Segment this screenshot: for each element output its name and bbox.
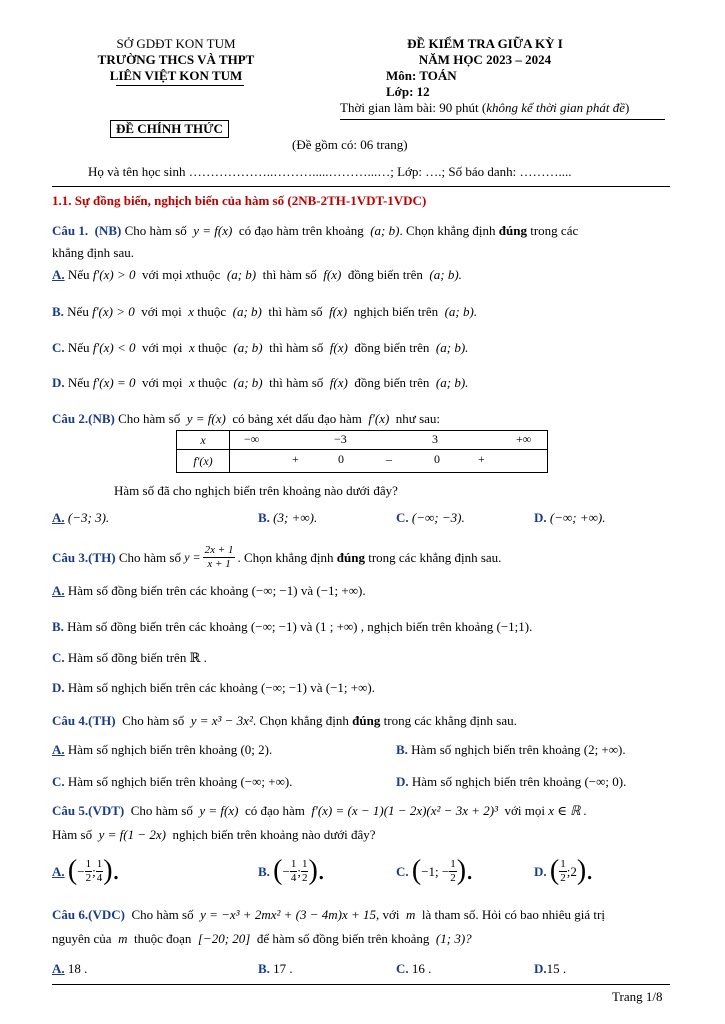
fraction-denominator: 4 — [96, 871, 103, 884]
option-condition: f′(x) > 0 — [92, 304, 135, 319]
option-text: Hàm số đồng biến trên các khoảng (−∞; −1) và (1 ; +∞) , nghịch biến trên khoảng (−1;1). — [67, 619, 533, 634]
option-interval: (a; b) — [226, 267, 257, 282]
option-letter: A. — [52, 583, 65, 598]
question-5-text-2: có đạo hàm — [244, 803, 305, 818]
question-3-emphasis: đúng — [336, 550, 365, 565]
sign-value: + — [478, 452, 485, 466]
fraction — [301, 858, 309, 885]
fraction-numerator: 1 — [85, 857, 92, 870]
question-5-text-4: Hàm số — [52, 827, 93, 842]
sign-value: 0 — [338, 452, 344, 466]
question-1-stem-line-2: khẳng định sau. — [52, 245, 134, 260]
sign-table-header-derivative: f′(x) — [177, 450, 230, 473]
option-interval: (a; b). — [429, 267, 462, 282]
question-2-derivative: f′(x) — [368, 411, 390, 426]
option-func: f(x) — [323, 267, 342, 282]
header-left-underline — [116, 85, 244, 86]
option-func: f(x) — [329, 375, 348, 390]
question-6-level: (VDC) — [88, 907, 125, 922]
question-6-segment: [−20; 20] — [197, 931, 251, 946]
question-6-interval: (1; 3)? — [435, 931, 472, 946]
question-1-text-3: . Chọn khẳng định — [399, 223, 496, 238]
question-3-text-3: trong các khẳng định sau. — [368, 550, 502, 565]
option-text: (−∞; −3). — [411, 510, 465, 525]
fraction — [85, 858, 93, 885]
option-text: đồng biến trên — [354, 375, 430, 390]
question-5-text-5: nghịch biến trên khoảng nào dưới đây? — [172, 827, 376, 842]
option-text: Hàm số đồng biến trên các khoảng (−∞; −1) và (−1; +∞). — [67, 583, 366, 598]
option-text: với mọi — [141, 340, 183, 355]
question-2-option-c[interactable] — [396, 509, 465, 526]
question-6-option-d[interactable] — [534, 960, 566, 977]
sign-value: 0 — [434, 452, 440, 466]
question-3-option-a[interactable] — [52, 582, 366, 599]
exam-time-close: ) — [624, 100, 630, 115]
fraction-denominator: 4 — [290, 871, 297, 884]
sign-table-row-x — [177, 431, 548, 450]
fraction-denominator: 2 — [85, 871, 92, 884]
question-6-text-2: , với — [376, 907, 400, 922]
question-5-composite: y = f(1 − 2x) — [98, 827, 166, 842]
option-text: thuộc — [191, 267, 221, 282]
option-interval: (a; b) — [232, 304, 262, 319]
header-left-line-1: SỞ GDĐT KON TUM — [116, 36, 236, 51]
option-text: Hàm số đồng biến trên ℝ . — [67, 650, 207, 665]
question-5-text-3: với mọi — [504, 803, 545, 818]
footer-divider — [52, 984, 670, 985]
option-text: (−∞; +∞). — [549, 510, 606, 525]
question-3-level: (TH) — [88, 550, 116, 565]
question-6-option-a[interactable] — [52, 960, 87, 977]
option-text: thuộc — [197, 304, 227, 319]
option-letter: A. — [52, 267, 65, 282]
option-var: x — [188, 304, 194, 319]
question-6-parameter: m — [118, 931, 128, 946]
option-letter: B. — [396, 742, 408, 757]
fraction — [449, 858, 457, 885]
question-6-text-4: nguyên của — [52, 931, 112, 946]
option-value: ;2 — [566, 863, 577, 879]
option-interval: (a; b). — [435, 375, 469, 390]
option-func: f(x) — [329, 304, 348, 319]
header-left-line-2: TRƯỜNG THCS VÀ THPT — [97, 52, 255, 67]
question-1-option-c[interactable]: C. Nếu f′(x) < 0 với mọi x thuộc (a; b) thì hàm số f(x) đồng biến trên (a; b). — [52, 340, 469, 355]
fraction-denominator: 2 — [301, 871, 308, 884]
sign-table-x-values — [230, 431, 548, 450]
question-1-text: Cho hàm số — [124, 223, 187, 238]
fraction — [290, 858, 298, 885]
sign-value: – — [386, 452, 392, 466]
option-letter: C. — [52, 774, 65, 789]
option-text: thuộc — [197, 340, 227, 355]
x-value: 3 — [432, 432, 438, 446]
fraction — [96, 858, 104, 885]
option-text: Hàm số nghịch biến trên khoảng (−∞; 0). — [411, 774, 627, 789]
option-text: 17 . — [273, 961, 293, 976]
question-5-level: (VDT) — [88, 803, 125, 818]
question-1-text-2: có đạo hàm trên khoảng — [238, 223, 364, 238]
question-1-function: y = f(x) — [193, 223, 233, 238]
option-var: x — [185, 267, 192, 282]
question-5-option-a[interactable]: A. ( − $\frac{1}{2}$ ; $\frac{1}{4}$ ). — [52, 855, 120, 886]
exam-time — [340, 100, 629, 116]
x-value: +∞ — [516, 432, 532, 446]
option-text: Hàm số nghịch biến trên khoảng (0; 2). — [67, 742, 273, 757]
option-letter: A. — [52, 961, 65, 976]
question-4-label: Câu 4. — [52, 713, 89, 728]
question-5-text: Cho hàm số — [130, 803, 193, 818]
paren-open: ( — [411, 855, 422, 886]
question-6-option-b[interactable] — [258, 960, 293, 977]
option-letter: B. — [52, 619, 64, 634]
question-5-label: Câu 5. — [52, 803, 89, 818]
question-1-stem — [52, 222, 578, 239]
question-6-stem — [52, 906, 605, 923]
question-6-label: Câu 6. — [52, 907, 89, 922]
question-2-text-2: có bảng xét dấu đạo hàm — [232, 411, 362, 426]
option-condition: f′(x) = 0 — [92, 375, 136, 390]
paren-close: ). — [456, 855, 474, 886]
option-letter: B. — [258, 510, 270, 525]
option-var: x — [188, 340, 195, 355]
option-letter: C. — [396, 510, 409, 525]
option-letter: A. — [52, 510, 65, 525]
question-2-option-a[interactable] — [52, 509, 109, 526]
exam-title — [382, 36, 588, 68]
option-letter: D. — [534, 961, 547, 976]
question-4-text: Cho hàm số — [122, 713, 185, 728]
fraction-numerator: 2x + 1 — [204, 544, 234, 556]
fraction-numerator: 1 — [560, 857, 566, 870]
paren-open: ( — [67, 855, 78, 886]
question-5-option-c[interactable] — [396, 856, 473, 886]
question-6-text: Cho hàm số — [131, 907, 194, 922]
fraction-denominator: 2 — [450, 871, 456, 884]
option-letter: D. — [52, 680, 65, 695]
question-6-text-3: là tham số. Hỏi có bao nhiêu giá trị — [421, 907, 605, 922]
question-1-label: Câu 1. — [52, 223, 89, 238]
option-condition: f′(x) < 0 — [92, 340, 136, 355]
option-letter: C. — [52, 650, 65, 665]
school-department — [60, 36, 292, 84]
exam-subject: Môn: TOÁN — [386, 68, 457, 83]
option-func: f(x) — [329, 340, 348, 355]
option-text: đồng biến trên — [354, 340, 430, 355]
paren-close: ). — [103, 855, 120, 886]
option-text: Hàm số nghịch biến trên khoảng (2; +∞). — [411, 742, 626, 757]
header-left-line-3: LIÊN VIỆT KON TUM — [109, 68, 243, 83]
header-divider — [52, 186, 670, 187]
fraction-numerator: 1 — [450, 857, 456, 870]
option-text: (−3; 3). — [67, 510, 110, 525]
question-6-text-6: để hàm số đồng biến trên khoảng — [256, 931, 430, 946]
fraction-numerator: 1 — [96, 857, 103, 870]
option-text: Hàm số nghịch biến trên các khoảng (−∞; −1) và (−1; +∞). — [67, 680, 375, 695]
option-text: 16 . — [411, 961, 432, 976]
question-3-text-2: . Chọn khẳng định — [237, 550, 334, 565]
paren-close: ). — [308, 855, 325, 886]
question-3-text: Cho hàm số — [118, 550, 181, 565]
question-3-fraction — [203, 544, 236, 571]
question-2-text-3: như sau: — [395, 411, 441, 426]
paren-open: ( — [549, 855, 560, 886]
page-number: Trang 1/8 — [612, 989, 663, 1004]
question-4-stem — [52, 712, 517, 729]
fraction-numerator: 1 — [301, 857, 308, 870]
option-text: nghịch biến trên — [353, 304, 439, 319]
option-letter: D. — [534, 863, 547, 879]
option-condition: f′(x) > 0 — [92, 267, 136, 282]
fraction-sign: − — [77, 863, 85, 879]
question-4-option-d[interactable] — [396, 773, 626, 790]
fraction-numerator: 1 — [290, 857, 297, 870]
option-text: đồng biến trên — [347, 267, 423, 282]
question-6-parameter: m — [406, 907, 416, 922]
question-4-option-a[interactable] — [52, 741, 272, 758]
question-5-domain: x ∈ ℝ . — [548, 803, 587, 818]
question-1-emphasis: đúng — [498, 223, 527, 238]
fraction-denominator: 2 — [560, 871, 566, 884]
official-exam-box: ĐỀ CHÍNH THỨC — [110, 120, 229, 138]
question-6-text-5: thuộc đoạn — [133, 931, 192, 946]
sign-table-signs — [230, 450, 548, 473]
option-text: với mọi — [141, 267, 183, 282]
option-interval: (a; b). — [435, 340, 469, 355]
sign-value: + — [292, 452, 299, 466]
question-4-text-2: . Chọn khẳng định — [252, 713, 349, 728]
question-4-emphasis: đúng — [352, 713, 381, 728]
question-1-interval: (a; b) — [370, 223, 400, 238]
fraction — [559, 858, 567, 885]
option-text: thuộc — [197, 375, 227, 390]
exam-time-underline — [340, 119, 665, 120]
question-3-option-d[interactable] — [52, 679, 375, 696]
question-4-option-b[interactable] — [396, 741, 626, 758]
question-5-option-b[interactable]: B. ( − $\frac{1}{4}$ ; $\frac{1}{2}$ ). — [258, 855, 325, 886]
option-letter: C. — [396, 961, 409, 976]
question-5-stem — [52, 802, 587, 819]
question-4-option-c[interactable] — [52, 773, 292, 790]
question-3-label: Câu 3. — [52, 550, 89, 565]
question-3-option-b[interactable] — [52, 618, 532, 635]
exam-time-main: Thời gian làm bài: 90 phút ( — [340, 100, 487, 115]
option-text: 15 . — [546, 961, 567, 976]
question-1-option-d[interactable]: D. Nếu f′(x) = 0 với mọi x thuộc (a; b) thì hàm số f(x) đồng biến trên (a; b). — [52, 375, 469, 390]
question-3-option-c[interactable] — [52, 649, 207, 666]
fraction-sign: − — [441, 863, 450, 879]
sign-table — [176, 430, 548, 473]
exam-title-line: ĐỀ KIỂM TRA GIỮA KỲ I — [407, 36, 563, 51]
option-letter: D. — [52, 375, 65, 390]
question-3-stem — [52, 544, 501, 571]
question-2-function: y = f(x) — [186, 411, 226, 426]
option-letter: D. — [396, 774, 409, 789]
exam-grade: Lớp: 12 — [386, 84, 430, 99]
question-1-option-b[interactable]: B. Nếu f′(x) > 0 với mọi x thuộc (a; b) thì hàm số f(x) nghịch biến trên (a; b). — [52, 304, 478, 319]
question-2-stem — [52, 410, 440, 427]
question-6-option-c[interactable] — [396, 960, 431, 977]
option-text: Hàm số nghịch biến trên khoảng (−∞; +∞). — [67, 774, 293, 789]
question-2-option-d[interactable] — [534, 509, 605, 526]
sign-table-row-derivative — [177, 450, 548, 473]
question-2-option-b[interactable] — [258, 509, 317, 526]
question-1-level: (NB) — [94, 223, 122, 238]
x-value: −3 — [334, 432, 347, 446]
option-interval: (a; b) — [233, 375, 263, 390]
question-6-stem-line-2 — [52, 930, 472, 947]
option-letter: A. — [52, 863, 65, 879]
question-2-text: Cho hàm số — [118, 411, 181, 426]
question-2-label: Câu 2. — [52, 411, 89, 426]
option-letter: B. — [52, 304, 64, 319]
option-letter: A. — [52, 742, 65, 757]
page-count: (Đề gồm có: 06 trang) — [292, 137, 408, 152]
question-6-function: y = −x³ + 2mx² + (3 − 4m)x + 15 — [200, 907, 377, 922]
question-5-stem-line-2 — [52, 826, 376, 843]
option-letter: B. — [258, 863, 270, 879]
option-text: với mọi — [141, 304, 182, 319]
question-4-level: (TH) — [88, 713, 116, 728]
option-interval: (a; b) — [233, 340, 263, 355]
paren-open: ( — [273, 855, 283, 886]
question-1-text-4: trong các — [530, 223, 579, 238]
option-interval: (a; b). — [444, 304, 478, 319]
section-title: 1.1. Sự đồng biến, nghịch biến của hàm số (2NB-2TH-1VDT-1VDC) — [52, 193, 427, 208]
question-1-option-a[interactable]: A. Nếu f′(x) > 0 với mọi xthuộc (a; b) thì hàm số f(x) đồng biến trên (a; b). — [52, 267, 462, 282]
option-value: −1; — [421, 863, 439, 879]
option-letter: B. — [258, 961, 270, 976]
exam-time-italic: không kể thời gian phát đề — [486, 100, 625, 115]
x-value: −∞ — [244, 432, 260, 446]
exam-year-line: NĂM HỌC 2023 – 2024 — [418, 52, 552, 67]
question-4-text-3: trong các khẳng định sau. — [383, 713, 517, 728]
sign-table-header-x: x — [177, 431, 230, 450]
question-5-derivative: f′(x) = (x − 1)(1 − 2x)(x² − 3x + 2)³ — [311, 803, 498, 818]
paren-close: ). — [576, 855, 594, 886]
option-letter: C. — [52, 340, 65, 355]
question-5-option-d[interactable] — [534, 856, 593, 886]
option-var: x — [188, 375, 195, 390]
question-4-function: y = x³ − 3x² — [190, 713, 253, 728]
question-2-level: (NB) — [88, 411, 115, 426]
option-text: (3; +∞). — [273, 510, 318, 525]
option-text: 18 . — [67, 961, 88, 976]
option-letter: D. — [534, 510, 547, 525]
option-letter: C. — [396, 863, 409, 879]
fraction-sign: − — [282, 863, 290, 879]
student-info-line: Họ và tên học sinh ………………..……….....………...…; Lớp: ….; Số báo danh: ……….... — [88, 164, 572, 179]
question-5-function: y = f(x) — [199, 803, 239, 818]
fraction-denominator: x + 1 — [207, 558, 231, 570]
question-2-prompt: Hàm số đã cho nghịch biến trên khoảng nào dưới đây? — [114, 483, 398, 498]
question-3-y: y = — [184, 550, 201, 564]
option-text: với mọi — [141, 375, 183, 390]
